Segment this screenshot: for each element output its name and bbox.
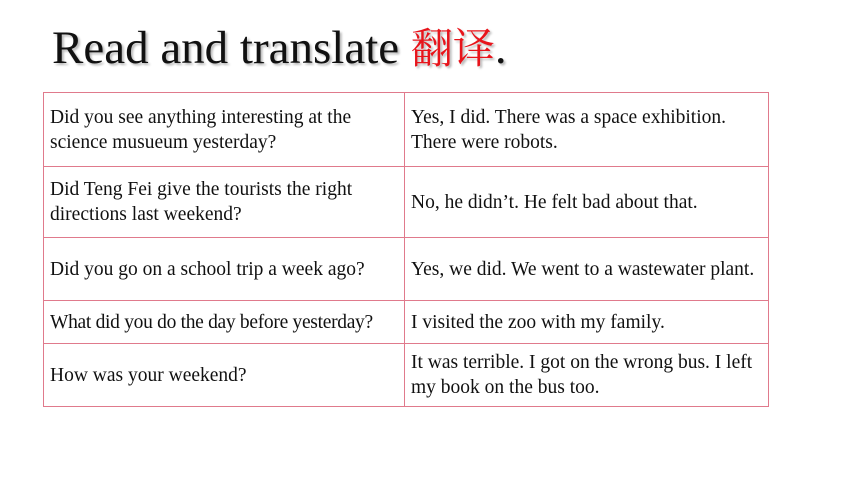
table-row <box>44 344 769 407</box>
question-cell: What did you do the day before yesterday? <box>44 301 405 344</box>
answer-cell: It was terrible. I got on the wrong bus. I left my book on the bus too. <box>405 344 769 407</box>
question-cell: Did you go on a school trip a week ago? <box>44 238 405 301</box>
table-row <box>44 167 769 238</box>
answer-cell: Yes, we did. We went to a wastewater plant. <box>405 238 769 301</box>
question-cell: Did Teng Fei give the tourists the right directions last weekend? <box>44 167 405 238</box>
title-suffix: . <box>494 22 507 74</box>
answer-cell: Yes, I did. There was a space exhibition. There were robots. <box>405 93 769 167</box>
table-row <box>44 238 769 301</box>
qa-table <box>43 92 769 407</box>
question-cell: How was your weekend? <box>44 344 405 407</box>
answer-cell: No, he didn’t. He felt bad about that. <box>405 167 769 238</box>
title-accent: 翻译 <box>410 24 495 73</box>
question-cell: Did you see anything interesting at the science musueum yesterday? <box>44 93 405 167</box>
table-row <box>44 93 769 167</box>
table-row <box>44 301 769 344</box>
title-text: Read and translate <box>52 22 411 74</box>
page-title <box>52 18 507 79</box>
answer-cell: I visited the zoo with my family. <box>405 301 769 344</box>
